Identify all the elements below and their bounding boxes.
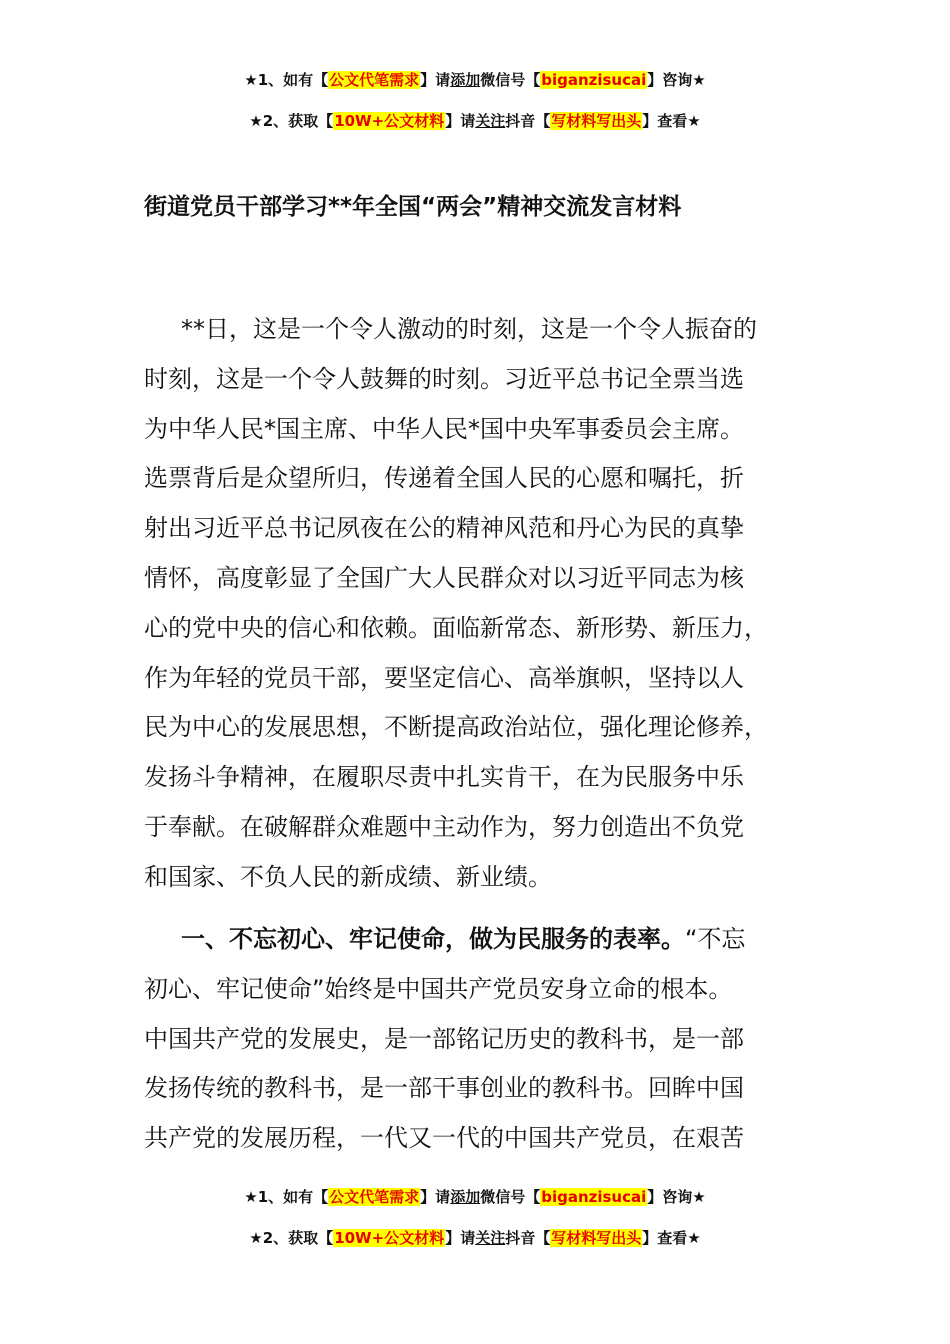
wechat-id: biganzisucai bbox=[541, 1188, 647, 1206]
highlighted-text: 公文代笔需求 bbox=[329, 1188, 420, 1206]
top-banner-line-1 bbox=[0, 69, 950, 91]
document-title: 街道党员干部学习**年全国“两会”精神交流发言材料 bbox=[144, 194, 682, 220]
section-heading: 一、不忘初心、牢记使命，做为民服务的表率。 bbox=[181, 925, 685, 953]
underlined-text: 关注 bbox=[475, 1229, 506, 1247]
banner-text: 】咨询★ bbox=[647, 71, 706, 89]
banner-text: ★1、如有【 bbox=[244, 71, 329, 89]
paragraph-line: 共产党的发展历程，一代又一代的中国共产党员，在艰苦 bbox=[144, 1124, 744, 1153]
underlined-text: 添加 bbox=[450, 1188, 481, 1206]
paragraph-line: 心的党中央的信心和依赖。面临新常态、新形势、新压力， bbox=[144, 613, 768, 642]
banner-text: 微信号【 bbox=[480, 71, 541, 89]
highlighted-text: 10W+公文材料 bbox=[334, 1229, 445, 1247]
underlined-text: 关注 bbox=[475, 112, 506, 130]
banner-text: 】查看★ bbox=[642, 112, 701, 130]
paragraph-line: **日，这是一个令人激动的时刻，这是一个令人振奋的 bbox=[181, 315, 757, 343]
paragraph-text: “不忘 bbox=[685, 925, 746, 953]
banner-text: 】请 bbox=[420, 1188, 451, 1206]
paragraph-line: 时刻，这是一个令人鼓舞的时刻。习近平总书记全票当选 bbox=[144, 364, 744, 393]
bottom-banner-line-2 bbox=[0, 1227, 950, 1249]
banner-text: 】请 bbox=[445, 1229, 476, 1247]
banner-text: 微信号【 bbox=[480, 1188, 541, 1206]
banner-text: 】请 bbox=[445, 112, 476, 130]
paragraph-line: 民为中心的发展思想，不断提高政治站位，强化理论修养， bbox=[144, 713, 768, 742]
banner-text: 】请 bbox=[420, 71, 451, 89]
paragraph-line: 和国家、不负人民的新成绩、新业绩。 bbox=[144, 862, 552, 891]
paragraph-line: 为中华人民*国主席、中华人民*国中央军事委员会主席。 bbox=[144, 414, 744, 443]
paragraph-intro bbox=[144, 305, 806, 903]
banner-text: ★2、获取【 bbox=[249, 112, 334, 130]
paragraph-line: 选票背后是众望所归，传递着全国人民的心愿和嘱托，折 bbox=[144, 464, 744, 493]
paragraph-line: 初心、牢记使命”始终是中国共产党员安身立命的根本。 bbox=[144, 974, 733, 1003]
paragraph-line: 发扬斗争精神，在履职尽责中扎实肯干，在为民服务中乐 bbox=[144, 763, 744, 792]
banner-text: 抖音【 bbox=[505, 112, 551, 130]
douyin-account: 写材料写出头 bbox=[551, 1229, 642, 1247]
underlined-text: 添加 bbox=[450, 71, 481, 89]
douyin-account: 写材料写出头 bbox=[551, 112, 642, 130]
highlighted-text: 10W+公文材料 bbox=[334, 112, 445, 130]
paragraph-line: 于奉献。在破解群众难题中主动作为，努力创造出不负党 bbox=[144, 812, 744, 841]
wechat-id: biganzisucai bbox=[541, 71, 647, 89]
top-banner-line-2 bbox=[0, 110, 950, 132]
banner-text: ★1、如有【 bbox=[244, 1188, 329, 1206]
paragraph-line: 发扬传统的教科书，是一部干事创业的教科书。回眸中国 bbox=[144, 1074, 744, 1103]
banner-text: 抖音【 bbox=[505, 1229, 551, 1247]
paragraph-line: 情怀，高度彰显了全国广大人民群众对以习近平同志为核 bbox=[144, 563, 744, 592]
paragraph-section-one bbox=[144, 915, 806, 1164]
banner-text: ★2、获取【 bbox=[249, 1229, 334, 1247]
highlighted-text: 公文代笔需求 bbox=[329, 71, 420, 89]
banner-text: 】咨询★ bbox=[647, 1188, 706, 1206]
banner-text: 】查看★ bbox=[642, 1229, 701, 1247]
paragraph-line: 作为年轻的党员干部，要坚定信心、高举旗帜，坚持以人 bbox=[144, 663, 744, 692]
paragraph-line bbox=[144, 915, 806, 965]
bottom-banner-line-1 bbox=[0, 1186, 950, 1208]
paragraph-line: 中国共产党的发展史，是一部铭记历史的教科书，是一部 bbox=[144, 1024, 744, 1053]
paragraph-line: 射出习近平总书记夙夜在公的精神风范和丹心为民的真挚 bbox=[144, 514, 744, 543]
